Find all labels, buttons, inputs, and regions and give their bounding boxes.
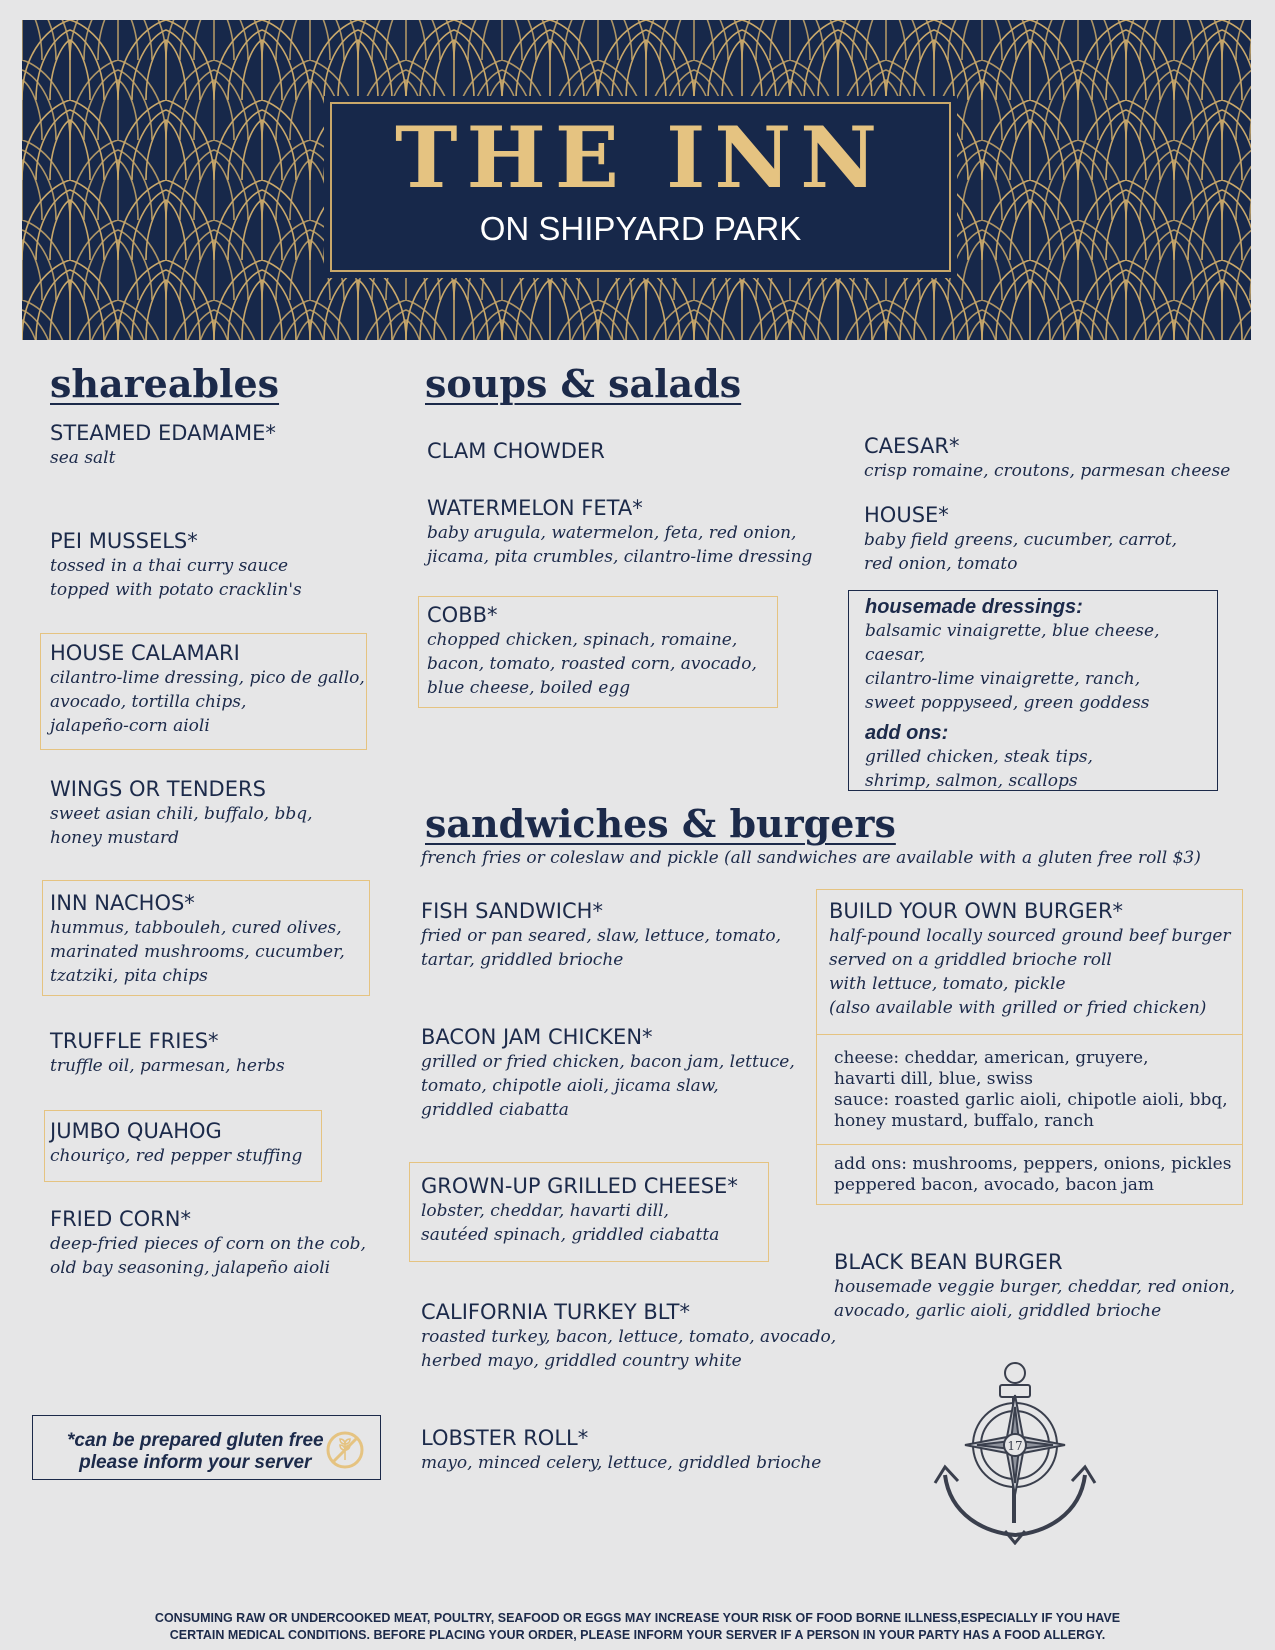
item-desc: grilled or fried chicken, bacon jam, lettuce, tomato, chipotle aioli, jicama slaw, griddled ciabatta — [421, 1052, 795, 1120]
item-name: TRUFFLE FRIES* — [50, 1029, 219, 1053]
menu-item — [421, 1024, 795, 1122]
section-heading-sandwiches: sandwiches & burgers — [425, 801, 896, 846]
menu-item — [421, 1425, 821, 1475]
menu-item — [50, 1118, 302, 1168]
section-heading-shareables: shareables — [50, 361, 280, 406]
item-name: BUILD YOUR OWN BURGER* — [829, 899, 1124, 923]
item-desc: lobster, cheddar, havarti dill, sautéed spinach, griddled ciabatta — [421, 1201, 720, 1245]
item-name: GROWN-UP GRILLED CHEESE* — [421, 1174, 738, 1198]
item-desc: chopped chicken, spinach, romaine, bacon, tomato, roasted corn, avocado, blue cheese, boiled egg — [427, 630, 757, 698]
menu-item — [421, 1173, 738, 1247]
svg-text:17: 17 — [1007, 1439, 1023, 1453]
gluten-free-icon — [325, 1430, 365, 1470]
item-desc: crisp romaine, croutons, parmesan cheese — [864, 461, 1231, 481]
item-desc: truffle oil, parmesan, herbs — [50, 1056, 285, 1076]
item-desc: cilantro-lime dressing, pico de gallo, avocado, tortilla chips, jalapeño-corn aioli — [50, 668, 365, 736]
dressings-box — [848, 590, 1218, 791]
item-name: COBB* — [427, 603, 498, 627]
menu-item — [427, 495, 812, 569]
item-desc: sweet asian chili, buffalo, bbq, honey mustard — [50, 804, 313, 848]
allergy-disclaimer: CONSUMING RAW OR UNDERCOOKED MEAT, POULTRY, SEAFOOD OR EGGS MAY INCREASE YOUR RISK OF FOOD BORNE ILLNESS,ESPECIALLY IF YOU HAVE CERTAIN MEDICAL CONDITIONS. BEFORE PLACING YOUR ORDER, PLEASE INFORM YOUR SERVER IF A PERSON IN YOUR PARTY HAS A FOOD ALLERGY. — [154, 1611, 1121, 1642]
addons-list: grilled chicken, steak tips, shrimp, salmon, scallops — [865, 747, 1093, 791]
item-desc: deep-fried pieces of corn on the cob, old bay seasoning, jalapeño aioli — [50, 1234, 366, 1278]
menu-item — [50, 1028, 285, 1078]
item-name: BLACK BEAN BURGER — [834, 1250, 1063, 1274]
gluten-free-note: *can be prepared gluten free please inform your server — [67, 1430, 324, 1473]
item-desc: baby arugula, watermelon, feta, red onion, jicama, pita crumbles, cilantro-lime dressing — [427, 523, 813, 567]
item-name: CAESAR* — [864, 434, 960, 458]
burger-box — [816, 889, 1243, 1205]
divider — [817, 1144, 1242, 1145]
menu-item — [50, 1206, 366, 1280]
item-name: CLAM CHOWDER — [427, 439, 605, 463]
anchor-compass-illustration — [930, 1355, 1100, 1545]
item-name: STEAMED EDAMAME* — [50, 421, 276, 445]
section-heading-soups-salads: soups & salads — [425, 361, 742, 406]
item-name: WINGS OR TENDERS — [50, 777, 266, 801]
menu-item — [50, 528, 302, 602]
title-box — [330, 102, 951, 272]
divider — [817, 1034, 1242, 1035]
item-name: BACON JAM CHICKEN* — [421, 1025, 653, 1049]
menu-item — [50, 640, 365, 738]
item-name: PEI MUSSELS* — [50, 529, 198, 553]
burger-addons: add ons: mushrooms, peppers, onions, pickles peppered bacon, avocado, bacon jam — [834, 1154, 1232, 1195]
item-name: FRIED CORN* — [50, 1207, 191, 1231]
sandwiches-note: french fries or coleslaw and pickle (all sandwiches are available with a gluten free roll $3) — [421, 848, 1201, 868]
menu-item — [50, 420, 276, 470]
menu-item — [864, 502, 1177, 576]
menu-item — [834, 1249, 1235, 1323]
item-name: INN NACHOS* — [50, 891, 195, 915]
item-desc: mayo, minced celery, lettuce, griddled brioche — [421, 1453, 822, 1473]
menu-item — [421, 898, 781, 972]
item-desc: roasted turkey, bacon, lettuce, tomato, avocado, herbed mayo, griddled country white — [421, 1327, 837, 1371]
item-name: WATERMELON FETA* — [427, 496, 643, 520]
menu-item — [427, 602, 757, 700]
item-name: FISH SANDWICH* — [421, 899, 603, 923]
item-name: JUMBO QUAHOG — [50, 1119, 222, 1143]
item-desc: housemade veggie burger, cheddar, red onion, avocado, garlic aioli, griddled brioche — [834, 1277, 1235, 1321]
item-name: CALIFORNIA TURKEY BLT* — [421, 1300, 690, 1324]
menu-item — [421, 1299, 836, 1373]
item-desc: hummus, tabbouleh, cured olives, marinated mushrooms, cucumber, tzatziki, pita chips — [50, 918, 345, 986]
item-name: HOUSE* — [864, 503, 949, 527]
addons-title: add ons: — [865, 722, 949, 744]
dressings-title: housemade dressings: — [865, 596, 1083, 618]
item-desc: baby field greens, cucumber, carrot, red onion, tomato — [864, 530, 1178, 574]
item-desc: tossed in a thai curry sauce topped with potato cracklin's — [50, 556, 302, 600]
dressings-list: balsamic vinaigrette, blue cheese, caesar, cilantro-lime vinaigrette, ranch, sweet poppyseed, green goddess — [865, 621, 1160, 713]
header-banner — [22, 20, 1251, 340]
menu-item — [50, 890, 345, 988]
item-desc: chouriço, red pepper stuffing — [50, 1146, 303, 1166]
item-desc: sea salt — [50, 448, 116, 468]
item-desc: half-pound locally sourced ground beef burger served on a griddled brioche roll with lettuce, tomato, pickle (also available with grilled or fried chicken) — [829, 926, 1231, 1018]
burger-options: cheese: cheddar, american, gruyere, havarti dill, blue, swiss sauce: roasted garlic aioli, chipotle aioli, bbq, honey mustard, buffalo, ranch — [834, 1048, 1228, 1131]
menu-item — [427, 438, 605, 464]
restaurant-name: THE INN — [395, 108, 886, 207]
item-desc: fried or pan seared, slaw, lettuce, tomato, tartar, griddled brioche — [421, 926, 782, 970]
menu-item — [864, 433, 1230, 483]
item-name: HOUSE CALAMARI — [50, 641, 240, 665]
menu-item — [50, 776, 313, 850]
item-name: LOBSTER ROLL* — [421, 1426, 589, 1450]
restaurant-subtitle: ON SHIPYARD PARK — [479, 210, 802, 247]
gluten-free-note-box — [32, 1415, 381, 1480]
